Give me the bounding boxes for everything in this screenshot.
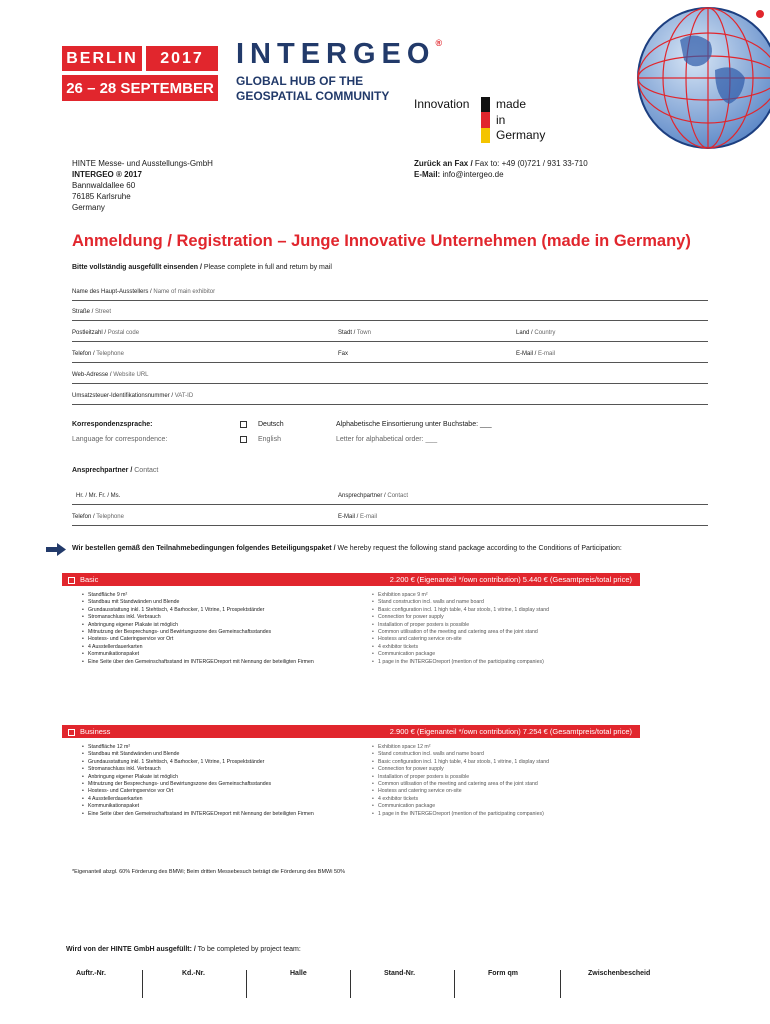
list-item: • 4 exhibitor tickets — [372, 644, 549, 651]
arrow-right-icon — [46, 543, 66, 556]
business-package-price: 2.900 € (Eigenanteil */own contribution) 7.254 € (Gesamtpreis/total price) — [389, 727, 632, 736]
customer-number-cell[interactable]: Kd.-Nr. — [182, 970, 205, 977]
list-item: • Standbau mit Standwänden und Blende — [82, 751, 314, 758]
list-item: • Standbau mit Standwänden und Blende — [82, 599, 314, 606]
correspondence-label-de: Korrespondenzsprache: — [72, 421, 153, 428]
website-field[interactable] — [72, 368, 708, 384]
divider — [454, 970, 455, 998]
fax-label: Zurück an Fax / — [414, 159, 473, 168]
list-item: • Stand construction incl. walls and name board — [372, 599, 549, 606]
basic-package-price: 2.200 € (Eigenanteil */own contribution) 5.440 € (Gesamtpreis/total price) — [389, 575, 632, 584]
business-package-name: Business — [80, 727, 111, 736]
street-field[interactable] — [72, 305, 708, 321]
list-item: • Hostess and catering service on-site — [372, 788, 549, 795]
german-flag-icon — [481, 97, 490, 143]
address-line: Bannwaldallee 60 — [72, 181, 136, 190]
exhibitor-name-field[interactable] — [72, 285, 708, 301]
office-use-heading: Wird von der HINTE GmbH ausgefüllt: / To be completed by project team: — [66, 946, 301, 953]
basic-package-bar[interactable] — [62, 573, 640, 586]
list-item: • Connection for power supply — [372, 766, 549, 773]
return-contact — [414, 158, 588, 180]
email-field[interactable]: E-Mail / E-mail — [516, 351, 556, 357]
list-item: • Anbringung eigener Plakate ist möglich — [82, 622, 314, 629]
address-line: HINTE Messe- und Ausstellungs-GmbH — [72, 159, 213, 168]
globe-icon — [620, 0, 770, 160]
list-item: • Mitnutzung der Besprechungs- und Bewirtungszone des Gemeinschaftsstandes — [82, 629, 314, 636]
fax-field[interactable]: Fax — [338, 351, 349, 357]
logo-text: INTERGEO — [236, 38, 436, 70]
english-checkbox[interactable] — [240, 436, 247, 443]
list-item: • Hostess- und Cateringservice vor Ort — [82, 788, 314, 795]
vat-id-field[interactable] — [72, 389, 708, 405]
instructions-en: Please complete in full and return by mail — [203, 264, 332, 271]
order-number-cell[interactable]: Auftr.-Nr. — [76, 970, 106, 977]
contact-phone-row — [72, 510, 708, 526]
list-item: • Connection for power supply — [372, 614, 549, 621]
divider — [246, 970, 247, 998]
basic-package-name: Basic — [80, 575, 99, 584]
list-item: • Exhibition space 9 m² — [372, 592, 549, 599]
list-item: • Eine Seite über den Gemeinschaftsstand im INTERGEOreport mit Nennung der beteiligten Firmen — [82, 811, 314, 818]
instructions-de: Bitte vollständig ausgefüllt einsenden / — [72, 264, 202, 271]
list-item: • Common utilisation of the meeting and catering area of the joint stand — [372, 629, 549, 636]
list-item: • Kommunikationspaket — [82, 803, 314, 810]
list-item: • 4 Ausstellerdauerkarten — [82, 796, 314, 803]
innovation-label: Innovation — [414, 97, 470, 111]
fax-number[interactable]: Fax to: +49 (0)721 / 931 33-710 — [474, 159, 588, 168]
made-in-germany-label — [496, 97, 545, 144]
sender-address — [72, 158, 213, 213]
divider — [350, 970, 351, 998]
salutation-field[interactable]: Hr. / Mr. Fr. / Ms. — [76, 493, 121, 499]
list-item: • Common utilisation of the meeting and catering area of the joint stand — [372, 781, 549, 788]
list-item: • 4 Ausstellerdauerkarten — [82, 644, 314, 651]
list-item: • 1 page in the INTERGEOreport (mention of the participating companies) — [372, 811, 549, 818]
phone-row — [72, 347, 708, 363]
address-line: Germany — [72, 203, 105, 212]
divider — [560, 970, 561, 998]
stand-number-cell[interactable]: Stand-Nr. — [384, 970, 416, 977]
list-item: • Stromanschluss inkl. Verbrauch — [82, 766, 314, 773]
list-item: • Basic configuration incl. 1 high table, 4 bar stools, 1 vitrine, 1 display stand — [372, 759, 549, 766]
logo-tagline: GLOBAL HUB OF THE GEOSPATIAL COMMUNITY — [236, 74, 390, 103]
list-item: • Grundausstattung inkl. 1 Stehtisch, 4 Barhocker, 1 Vitrine, 1 Prospektständer — [82, 759, 314, 766]
business-features-de — [82, 744, 314, 818]
list-item: • Basic configuration incl. 1 high table, 4 bar stools, 1 vitrine, 1 display stand — [372, 607, 549, 614]
business-package-bar[interactable] — [62, 725, 640, 738]
contact-email-field[interactable]: E-Mail / E-mail — [338, 514, 378, 520]
divider — [142, 970, 143, 998]
list-item: • Stand construction incl. walls and name board — [372, 751, 549, 758]
list-item: • Installation of proper posters is possible — [372, 774, 549, 781]
list-item: • Eine Seite über den Gemeinschaftsstand im INTERGEOreport mit Nennung der beteiligten Firmen — [82, 659, 314, 666]
address-line: 76185 Karlsruhe — [72, 192, 131, 201]
correspondence-label-en: Language for correspondence: — [72, 436, 168, 443]
list-item: • 1 page in the INTERGEOreport (mention of the participating companies) — [372, 659, 549, 666]
deutsch-option-label: Deutsch — [258, 421, 284, 428]
germany-word: Germany — [496, 128, 546, 142]
event-dates-badge: 26 – 28 SEPTEMBER — [62, 75, 218, 101]
made-word: made — [496, 97, 527, 111]
event-year-badge: 2017 — [146, 46, 218, 71]
business-features-en — [372, 744, 549, 818]
registered-mark: ® — [435, 38, 449, 48]
list-item: • Kommunikationspaket — [82, 651, 314, 658]
instructions — [72, 264, 332, 271]
list-item: • Standfläche 12 m² — [82, 744, 314, 751]
list-item: • Hostess and catering service on-site — [372, 636, 549, 643]
office-use-row — [62, 970, 708, 1000]
basic-features-de — [82, 592, 314, 666]
hall-cell[interactable]: Halle — [290, 970, 307, 977]
order-line: Wir bestellen gemäß den Teilnahmebedingungen folgendes Beteiligungspaket / We hereby request the following stand package according to the Conditions of Participation: — [72, 545, 622, 552]
alphabetical-order-field-en[interactable]: Letter for alphabetical order: ___ — [336, 436, 438, 443]
address-row — [72, 326, 708, 342]
field-label: Name des Haupt-Ausstellers / Name of main exhibitor — [72, 289, 216, 295]
list-item: • Stromanschluss inkl. Verbrauch — [82, 614, 314, 621]
field-label: Umsatzsteuer-Identifikationsnummer / VAT-ID — [72, 393, 194, 399]
field-label: Web-Adresse / Website URL — [72, 372, 149, 378]
list-item: • Communication package — [372, 803, 549, 810]
town-field[interactable]: Stadt / Town — [338, 330, 371, 336]
list-item: • 4 exhibitor tickets — [372, 796, 549, 803]
alphabetical-order-field-de[interactable]: Alphabetische Einsortierung unter Buchstabe: ___ — [336, 421, 492, 428]
telephone-field[interactable]: Telefon / Telephone — [72, 351, 124, 357]
in-word: in — [496, 112, 506, 127]
event-city-badge: BERLIN — [62, 46, 142, 71]
list-item: • Grundausstattung inkl. 1 Stehtisch, 4 Barhocker, 1 Vitrine, 1 Prospektständer — [82, 607, 314, 614]
list-item: • Exhibition space 12 m² — [372, 744, 549, 751]
list-item: • Standfläche 9 m² — [82, 592, 314, 599]
contact-person-field[interactable]: Ansprechpartner / Contact — [338, 493, 409, 499]
basic-checkbox[interactable] — [68, 577, 75, 584]
list-item: • Mitnutzung der Besprechungs- und Bewirtungszone des Gemeinschaftsstandes — [82, 781, 314, 788]
form-sqm-cell[interactable]: Form qm — [488, 970, 518, 977]
address-line: INTERGEO ® 2017 — [72, 170, 142, 179]
email-link[interactable]: info@intergeo.de — [442, 170, 504, 179]
country-field[interactable]: Land / Country — [516, 330, 556, 336]
contact-row — [72, 489, 708, 505]
email-label: E-Mail: — [414, 170, 441, 179]
postal-code-field[interactable]: Postleitzahl / Postal code — [72, 330, 140, 336]
page-title: Anmeldung / Registration – Junge Innovative Unternehmen (made in Germany) — [72, 232, 691, 250]
footnote: *Eigenanteil abzgl. 60% Förderung des BMWi; Beim dritten Messebesuch beträgt die Förderung des BMWi 50% — [72, 869, 345, 875]
english-option-label: English — [258, 436, 281, 443]
intergeo-logo — [236, 38, 448, 71]
list-item: • Installation of proper posters is possible — [372, 622, 549, 629]
interim-notice-cell[interactable]: Zwischenbescheid — [588, 970, 651, 977]
contact-heading: Ansprechpartner / Contact — [72, 467, 159, 474]
list-item: • Anbringung eigener Plakate ist möglich — [82, 774, 314, 781]
list-item: • Communication package — [372, 651, 549, 658]
field-label: Straße / Street — [72, 309, 112, 315]
business-checkbox[interactable] — [68, 729, 75, 736]
deutsch-checkbox[interactable] — [240, 421, 247, 428]
basic-features-en — [372, 592, 549, 666]
contact-telephone-field[interactable]: Telefon / Telephone — [72, 514, 124, 520]
list-item: • Hostess- und Cateringservice vor Ort — [82, 636, 314, 643]
